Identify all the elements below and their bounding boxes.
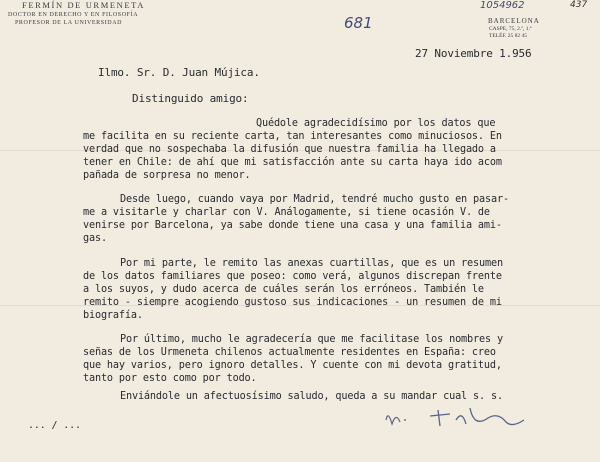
body-line: de los datos familiares que poseo: como verá, algunos discrepan frente: [83, 271, 502, 282]
body-line: señas de los Urmeneta chilenos actualmente residentes en España: creo: [83, 347, 496, 358]
closing-line: Enviándole un afectuosísimo saludo, queda a su mandar cual s. s.: [120, 391, 503, 402]
body-line: venirse por Barcelona, ya sabe donde tiene una casa y una familia ami-: [83, 220, 502, 231]
letterhead-telephone: TELÉF. 25 82 45: [489, 33, 528, 39]
body-line: me facilita en su reciente carta, tan interesantes como minuciosos. En: [83, 131, 502, 142]
body-line: que hay varios, pero ignoro detalles. Y cuente con mi devota gratitud,: [83, 360, 502, 371]
body-line: remito - siempre acogiendo gustoso sus indicaciones - un resumen de mi: [83, 297, 502, 308]
body-line: me a visitarle y charlar con V. Análogamente, si tiene ocasión V. de: [83, 207, 490, 218]
letterhead-name: FERMÍN DE URMENETA: [22, 0, 146, 10]
body-line: biografía.: [83, 310, 143, 321]
body-line: Por mi parte, le remito las anexas cuartillas, que es un resumen: [120, 258, 503, 269]
body-line: a los suyos, y dudo acerca de cuáles serán los erróneos. También le: [83, 284, 484, 295]
corner-mark: 437: [570, 0, 588, 10]
letter-date: 27 Noviembre 1.956: [415, 47, 532, 60]
body-line: Desde luego, cuando vaya por Madrid, tendré mucho gusto en pasar-: [120, 194, 509, 205]
body-line: pañada de sorpresa no menor.: [83, 170, 251, 181]
letterhead-title-2: PROFESOR DE LA UNIVERSIDAD: [15, 20, 123, 26]
body-line: tener en Chile: de ahí que mi satisfacción ante su carta haya ido acom: [83, 157, 502, 168]
reference-number: 1054962: [480, 0, 525, 11]
body-line: verdad que no sospechaba la difusión que nuestra familia ha llegado a: [83, 144, 496, 155]
body-line: Por último, mucho le agradecería que me facilitase los nombres y: [120, 334, 503, 345]
signature-mark: [378, 398, 538, 438]
greeting: Distinguido amigo:: [132, 92, 249, 105]
body-line: gas.: [83, 233, 107, 244]
addressee: Ilmo. Sr. D. Juan Mújica.: [98, 66, 260, 79]
letterhead-title-1: DOCTOR EN DERECHO Y EN FILOSOFÍA: [8, 12, 139, 18]
folio-number: 681: [344, 14, 373, 32]
body-line: tanto por esto como por todo.: [83, 373, 257, 384]
body-line: Quédole agradecidísimo por los datos que: [256, 118, 496, 129]
letterhead-city: BARCELONA: [488, 17, 540, 25]
letterhead-address: CASPE, 75, 2.º, 1.ª: [489, 26, 532, 32]
continued-marker: ... / ...: [28, 420, 81, 431]
